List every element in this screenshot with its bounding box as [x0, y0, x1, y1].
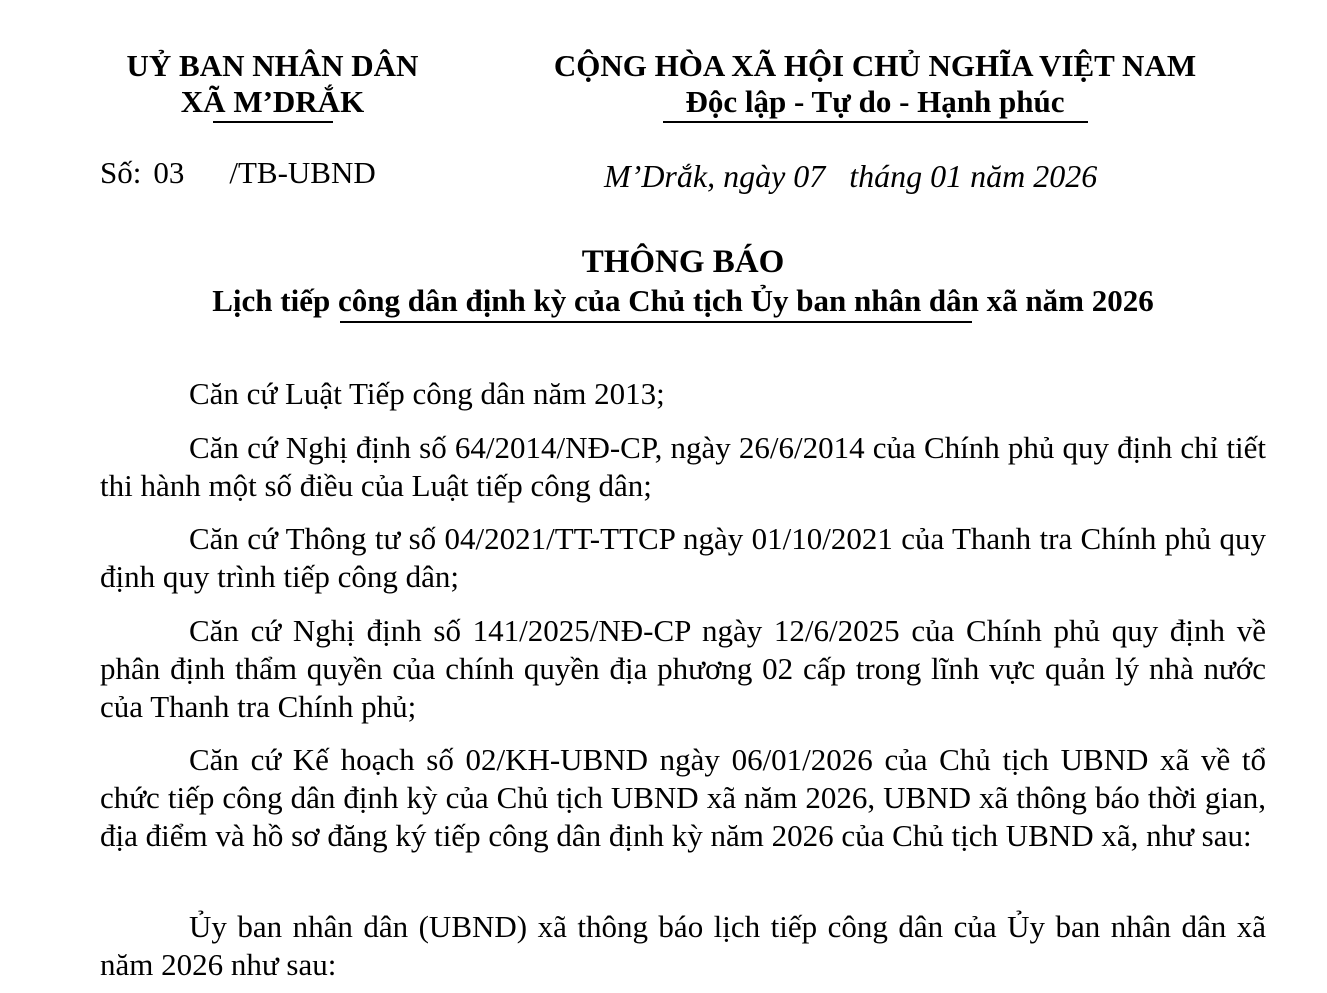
national-motto: Độc lập - Tự do - Hạnh phúc [685, 84, 1065, 119]
document-number-prefix: Số: [100, 155, 142, 190]
national-title: CỘNG HÒA XÃ HỘI CHỦ NGHĨA VIỆT NAM [553, 48, 1197, 83]
motto-underline [663, 121, 1088, 123]
paragraph-legal-basis-5: Căn cứ Kế hoạch số 02/KH-UBND ngày 06/01/2026 của Chủ tịch UBND xã về tổ chức tiếp công dân định kỳ của Chủ tịch UBND xã năm 2026, UBND xã thông báo thời gian, địa điểm và hồ sơ đăng ký tiếp công dân định kỳ năm 2026 của Chủ tịch UBND xã, như sau: [100, 742, 1266, 853]
document-subtitle: Lịch tiếp công dân định kỳ của Chủ tịch Ủy ban nhân dân xã năm 2026 [212, 283, 1154, 318]
document-number [100, 155, 376, 191]
paragraph-legal-basis-3: Căn cứ Thông tư số 04/2021/TT-TTCP ngày 01/10/2021 của Thanh tra Chính phủ quy định quy trình tiếp công dân; [100, 521, 1266, 594]
document-number-value: 03 [153, 155, 185, 190]
organization-name: UỶ BAN NHÂN DÂN [126, 48, 419, 83]
place-and-date: M’Drắk, ngày 07 tháng 01 năm 2026 [604, 158, 1098, 194]
paragraph-legal-basis-1: Căn cứ Luật Tiếp công dân năm 2013; [189, 376, 665, 411]
paragraph-legal-basis-2: Căn cứ Nghị định số 64/2014/NĐ-CP, ngày 26/6/2014 của Chính phủ quy định chỉ tiết thi hành một số điều của Luật tiếp công dân; [100, 430, 1266, 503]
paragraph-announcement: Ủy ban nhân dân (UBND) xã thông báo lịch tiếp công dân của Ủy ban nhân dân xã năm 2026 như sau: [100, 909, 1266, 982]
organization-commune: XÃ M’DRẮK [180, 84, 365, 119]
paragraph-legal-basis-4: Căn cứ Nghị định số 141/2025/NĐ-CP ngày 12/6/2025 của Chính phủ quy định về phân định thẩm quyền của chính quyền địa phương 02 cấp trong lĩnh vực quản lý nhà nước của Thanh tra Chính phủ; [100, 613, 1266, 724]
document-title: THÔNG BÁO [581, 244, 785, 280]
organization-underline [213, 121, 333, 123]
subtitle-underline [340, 321, 972, 323]
document-number-suffix: /TB-UBND [229, 155, 376, 190]
